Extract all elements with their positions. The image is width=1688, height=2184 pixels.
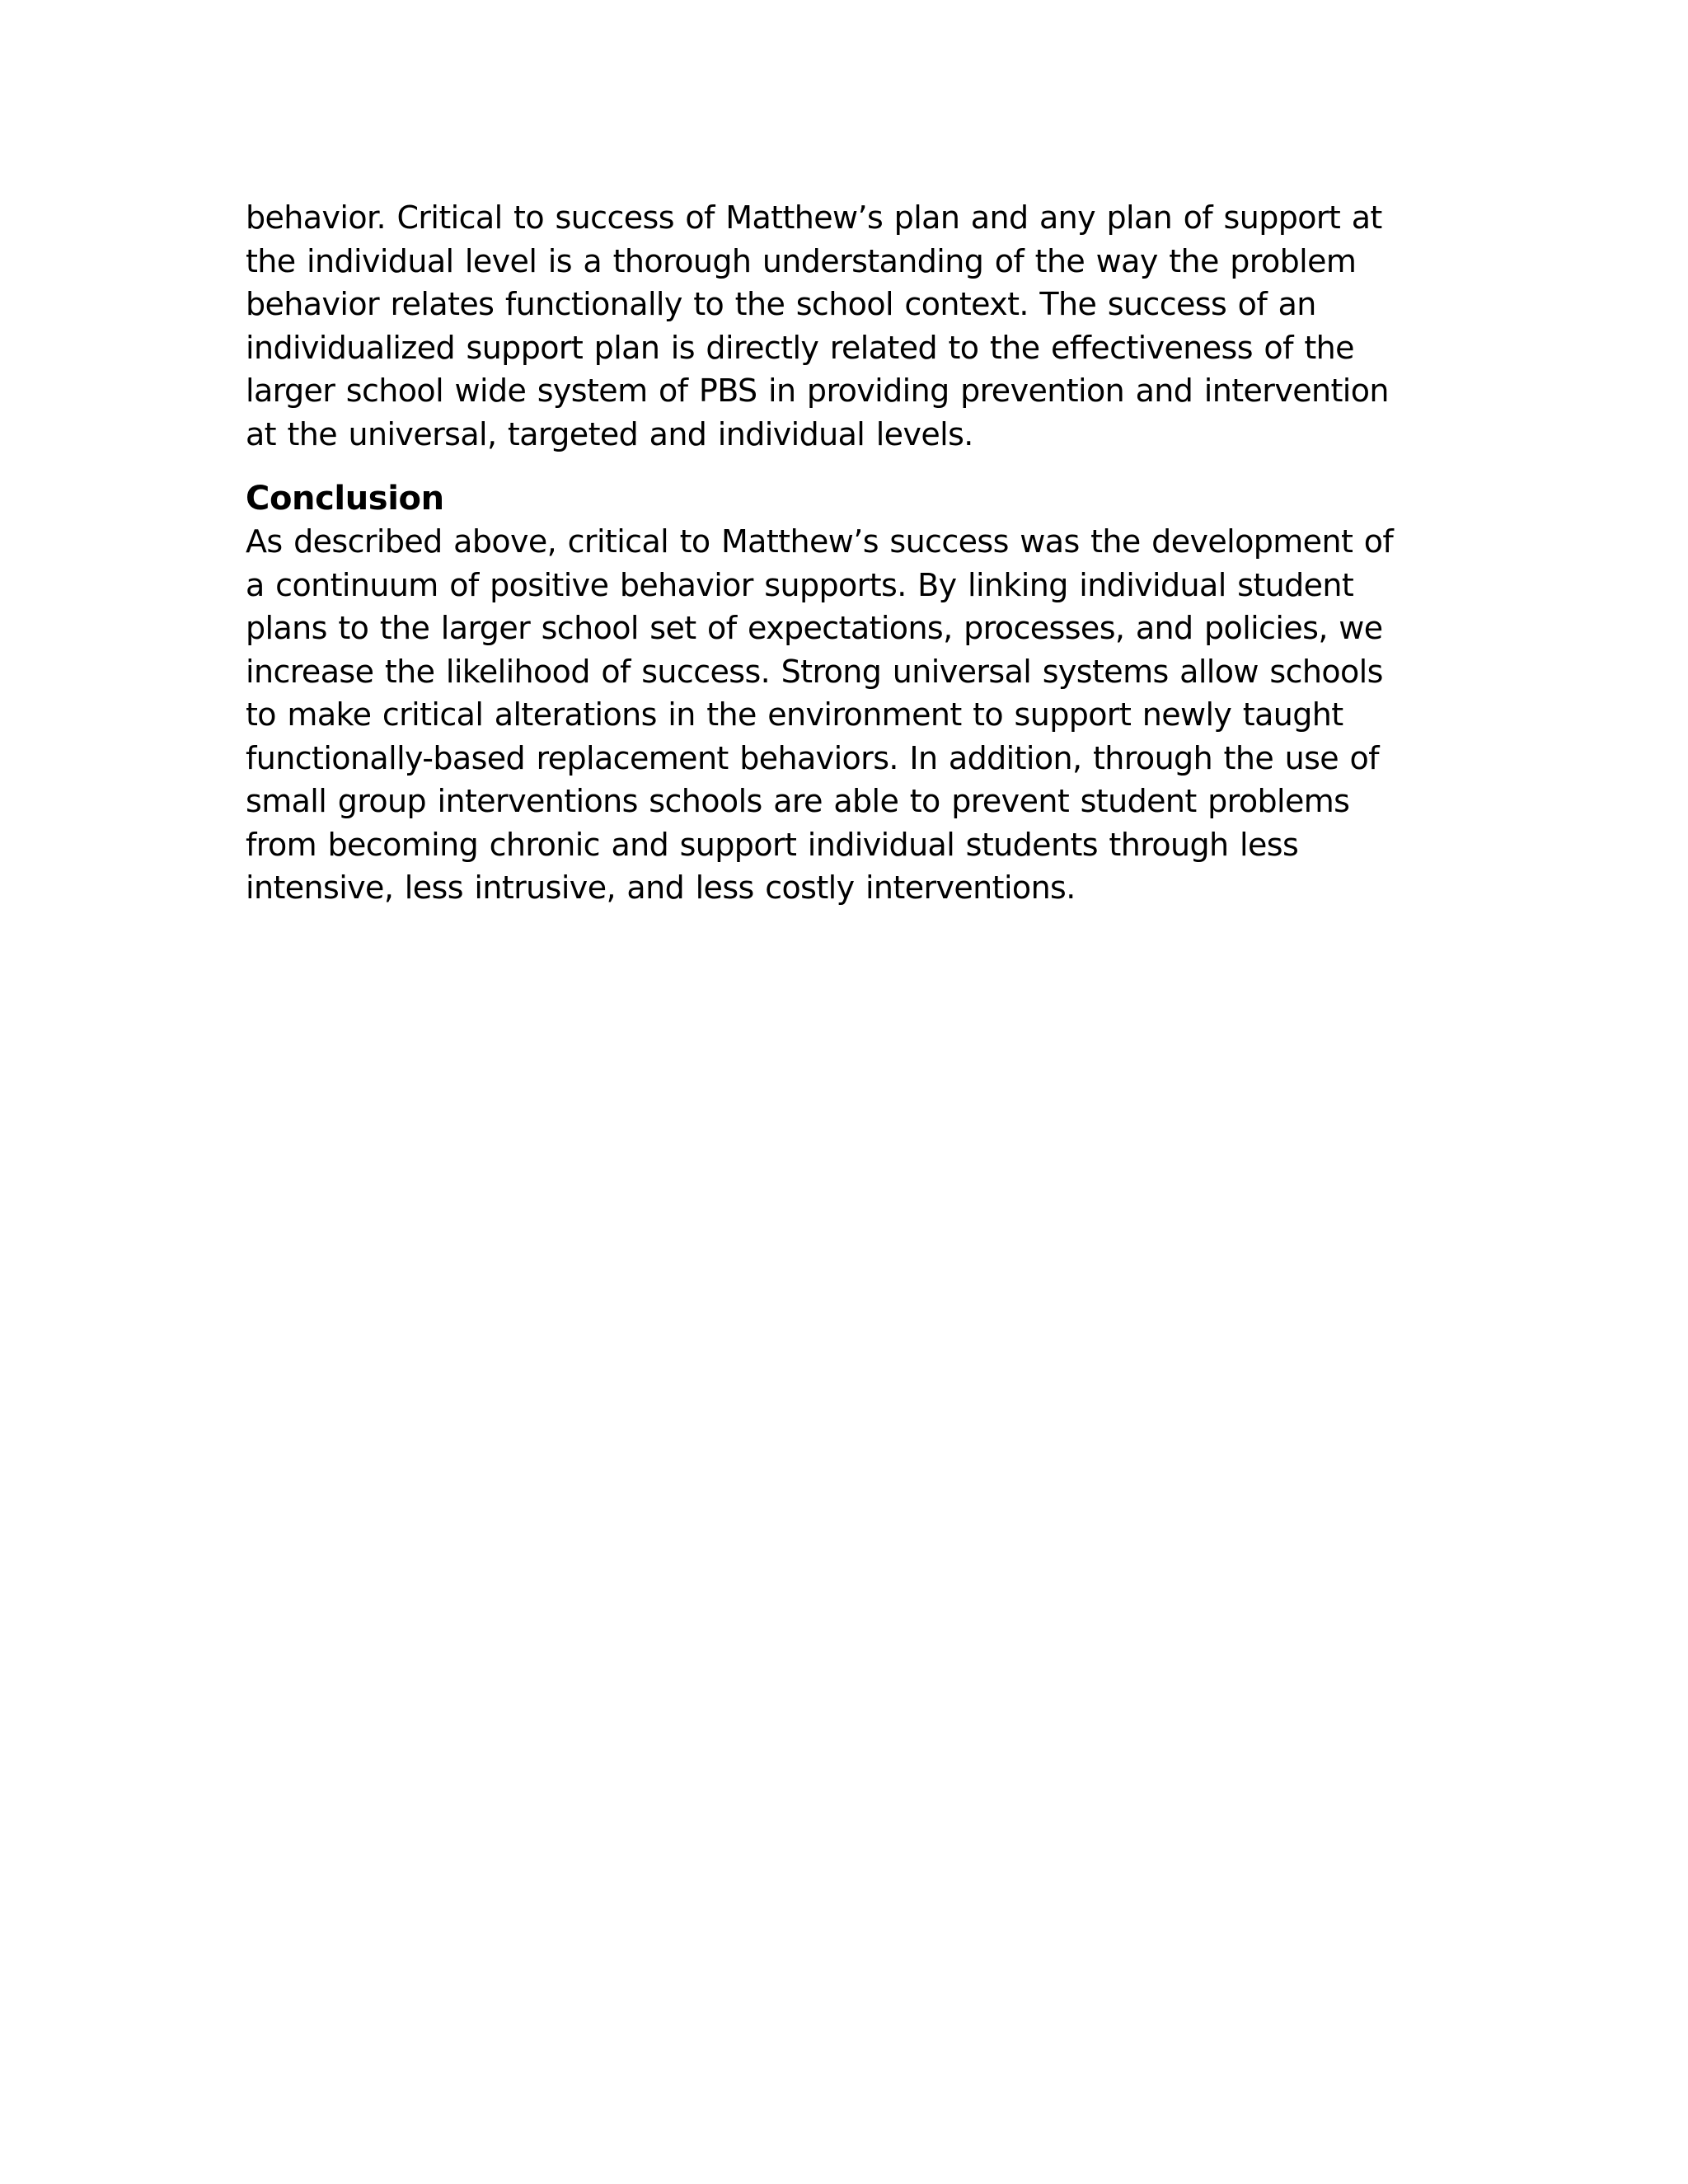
document-body bbox=[246, 196, 1424, 910]
text-line: increase the likelihood of success. Strong universal systems allow schools bbox=[246, 653, 1383, 690]
text-line: small group interventions schools are able to prevent student problems bbox=[246, 783, 1350, 819]
text-line: plans to the larger school set of expectations, processes, and policies, we bbox=[246, 610, 1383, 646]
text-line: larger school wide system of PBS in providing prevention and intervention bbox=[246, 373, 1389, 409]
text-line: functionally-based replacement behaviors. In addition, through the use of bbox=[246, 739, 1379, 776]
text-line: behavior. Critical to success of Matthew’s plan and any plan of support at bbox=[246, 199, 1382, 236]
text-line: the individual level is a thorough understanding of the way the problem bbox=[246, 242, 1357, 279]
text-line: to make critical alterations in the environment to support newly taught bbox=[246, 696, 1343, 733]
text-line: a continuum of positive behavior supports. By linking individual student bbox=[246, 566, 1354, 603]
body-paragraph bbox=[246, 196, 1424, 456]
text-line: intensive, less intrusive, and less costly interventions. bbox=[246, 869, 1076, 906]
text-line: behavior relates functionally to the school context. The success of an bbox=[246, 286, 1316, 322]
section-heading: Conclusion bbox=[246, 480, 444, 518]
text-line: individualized support plan is directly related to the effectiveness of the bbox=[246, 329, 1354, 366]
text-line: As described above, critical to Matthew’s success was the development of bbox=[246, 523, 1394, 560]
conclusion-paragraph bbox=[246, 520, 1424, 910]
text-line: at the universal, targeted and individual levels. bbox=[246, 415, 973, 452]
text-line: from becoming chronic and support individual students through less bbox=[246, 826, 1299, 863]
